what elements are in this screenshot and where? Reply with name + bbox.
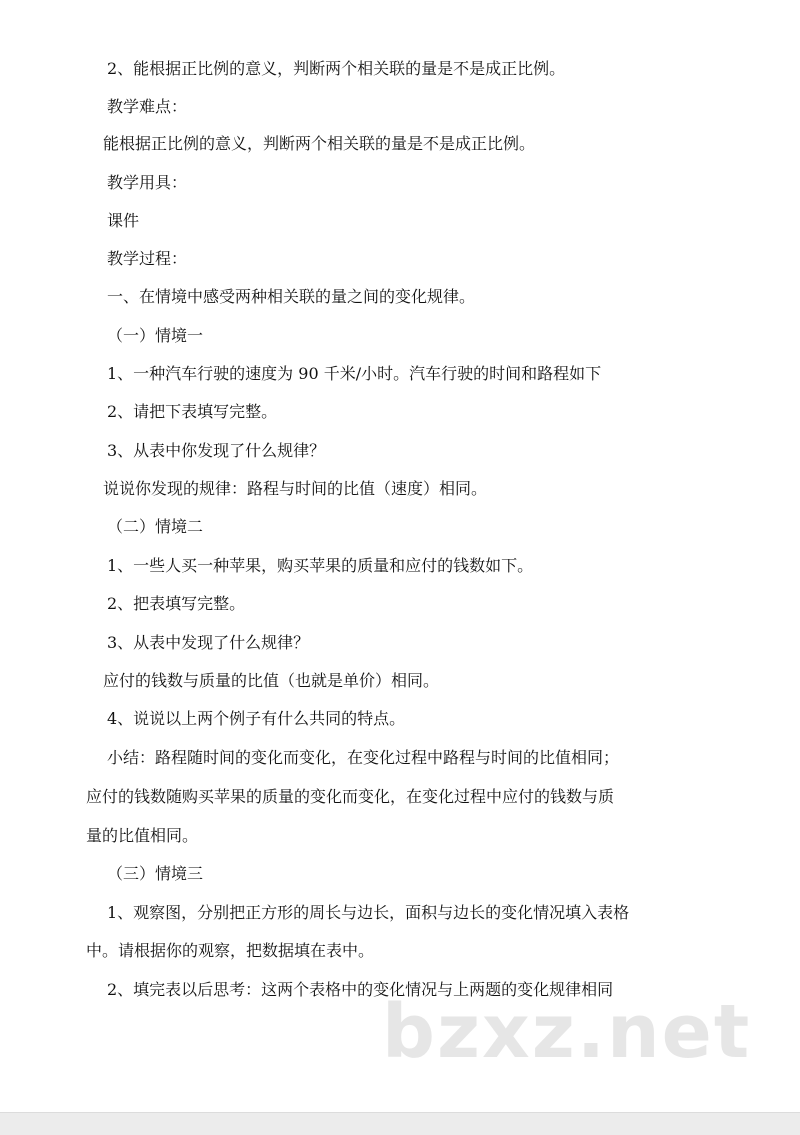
text-line: 2、能根据正比例的意义，判断两个相关联的量是不是成正比例。 — [107, 59, 566, 78]
text-line: 1、一种汽车行驶的速度为 90 千米/小时。汽车行驶的时间和路程如下 — [107, 364, 602, 383]
text-line: 3、从表中发现了什么规律？ — [107, 633, 310, 652]
text-line: 应付的钱数与质量的比值（也就是单价）相同。 — [103, 671, 440, 690]
text-line: （二）情境二 — [107, 517, 204, 536]
text-line: 说说你发现的规律：路程与时间的比值（速度）相同。 — [103, 479, 488, 498]
text-line: 能根据正比例的意义，判断两个相关联的量是不是成正比例。 — [103, 134, 536, 153]
text-line: 2、填完表以后思考：这两个表格中的变化情况与上两题的变化规律相同 — [107, 980, 614, 999]
text-line: 小结：路程随时间的变化而变化，在变化过程中路程与时间的比值相同； — [107, 748, 620, 767]
text-line: 中。请根据你的观察，把数据填在表中。 — [86, 941, 375, 960]
text-line: （三）情境三 — [107, 864, 204, 883]
text-line: 1、一些人买一种苹果，购买苹果的质量和应付的钱数如下。 — [107, 556, 534, 575]
watermark: bzxz.net — [382, 989, 752, 1075]
text-line: 教学过程： — [107, 249, 188, 268]
text-line: 2、请把下表填写完整。 — [107, 402, 278, 421]
text-line: 教学难点： — [107, 97, 188, 116]
text-line: 1、观察图，分别把正方形的周长与边长，面积与边长的变化情况填入表格 — [107, 903, 630, 922]
text-line: 课件 — [107, 211, 140, 230]
text-line: 2、把表填写完整。 — [107, 594, 246, 613]
text-line: 应付的钱数随购买苹果的质量的变化而变化，在变化过程中应付的钱数与质 — [86, 787, 615, 806]
text-line: （一）情境一 — [107, 326, 204, 345]
text-line: 3、从表中你发现了什么规律？ — [107, 441, 326, 460]
page-bottom-edge — [0, 1112, 800, 1135]
text-line: 量的比值相同。 — [86, 826, 199, 845]
text-line: 一、在情境中感受两种相关联的量之间的变化规律。 — [107, 287, 476, 306]
text-line: 4、说说以上两个例子有什么共同的特点。 — [107, 709, 406, 728]
text-line: 教学用具： — [107, 173, 188, 192]
